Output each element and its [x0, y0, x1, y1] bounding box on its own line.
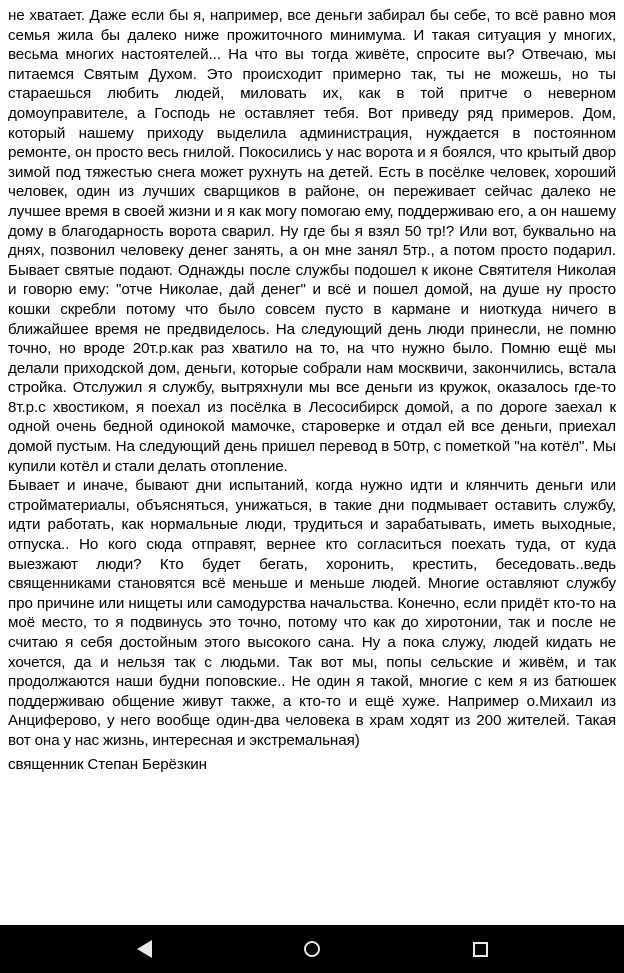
article-signature: священник Степан Берёзкин — [8, 755, 207, 773]
recents-button[interactable] — [454, 925, 506, 973]
recents-icon — [473, 942, 488, 957]
article-paragraph-1: не хватает. Даже если бы я, например, все деньги забирал бы себе, то всё равно моя семья жила бы далеко ниже прожиточного минимума. И такая ситуация у многих, весьма многих настоятелей... На что вы тогда живёте, спросите вы? Отвечаю, мы питаемся Святым Духом. Это происходит примерно так, ты не можешь, но ты стараешься любить людей, миловать их, как в той притче о неверном домоуправителе, а Господь не оставляет тебя. Вот приведу ряд примеров. Дом, который нашему приходу выделила администрация, нуждается в постоянном ремонте, он просто весь гнилой. Покосились у нас ворота и я боялся, что крытый двор зимой под тяжестью снега может рухнуть на детей. Есть в посёлке человек, хороший человек, один из лучших сварщиков в районе, он переживает сейчас далеко не лучшее время в своей жизни и я как могу помогаю ему, поддерживаю его, а он нашему дому в благодарность ворота сварил. Ну где бы я взял 50 тр!? Или вот, буквально на днях, позвонил человеку денег занять, а он мне занял 5тр., а потом просто подарил. Бывает святые подают. Однажды после службы подошел к иконе Святителя Николая и говорю ему: "отче Николае, дай денег" и всё и пошел домой, на душе ну просто кошки скребли потому что было совсем пусто в кармане и ниоткуда ничего в ближайшее время не предвиделось. На следующий день люди принесли, не помню точно, но вроде 20т.р.как раз хватило на то, на что нужно было. Помню ещё мы делали приходской дом, деньги, которые собрали нам москвичи, закончились, встала стройка. Отслужил я службу, вытряхнули мы все деньги из кружок, оказалось где-то 8т.р.с хвостиком, я поехал из посёлка в Лесосибирск домой, а по дороге заехал к одной очень бедной одинокой мамочке, староверке и отдал ей все деньги, приехал домой пустым. На следующий день пришел перевод в 50тр, с пометкой "на котёл". Мы купили котёл и стали делать отопление. — [8, 7, 616, 475]
article-paragraph-2: Бывает и иначе, бывают дни испытаний, когда нужно идти и клянчить деньги или стройматериалы, объясняться, унижаться, в такие дни подмывает оставить службу, идти работать, как нормальные люди, трудиться и зарабатывать, иметь выходные, отпуска.. Но кого сюда отправят, вернее кто согласиться поехать туда, от куда выезжают люди? Кто будет бегать, хоронить, крестить, беседовать..ведь священниками становятся всё меньше и меньше людей. Многие оставляют службу про причине или нищеты или самодурства начальства. Конечно, если придёт кто-то на моё место, то я подвинусь это точно, потому что как до хиротонии, так и после не считаю я себя достойным этого высокого сана. Ну а пока служу, людей кидать не хочется, да и нельзя так с людьми. Так вот мы, попы сельские и живём, и так продолжаются наши будни поповские.. Не один я такой, многие с кем я из батюшек поддерживаю общение живут также, а кто-то и ещё хуже. Например о.Михаил из Анциферово, у него вообще один-два человека в храм ходят из 200 жителей. Такая вот она у нас жизнь, интересная и экстремальная) — [8, 477, 616, 749]
back-button[interactable] — [118, 925, 170, 973]
home-button[interactable] — [286, 925, 338, 973]
article-text — [8, 6, 616, 774]
home-icon — [304, 941, 320, 957]
android-navigation-bar — [0, 925, 624, 973]
back-icon — [137, 940, 152, 958]
